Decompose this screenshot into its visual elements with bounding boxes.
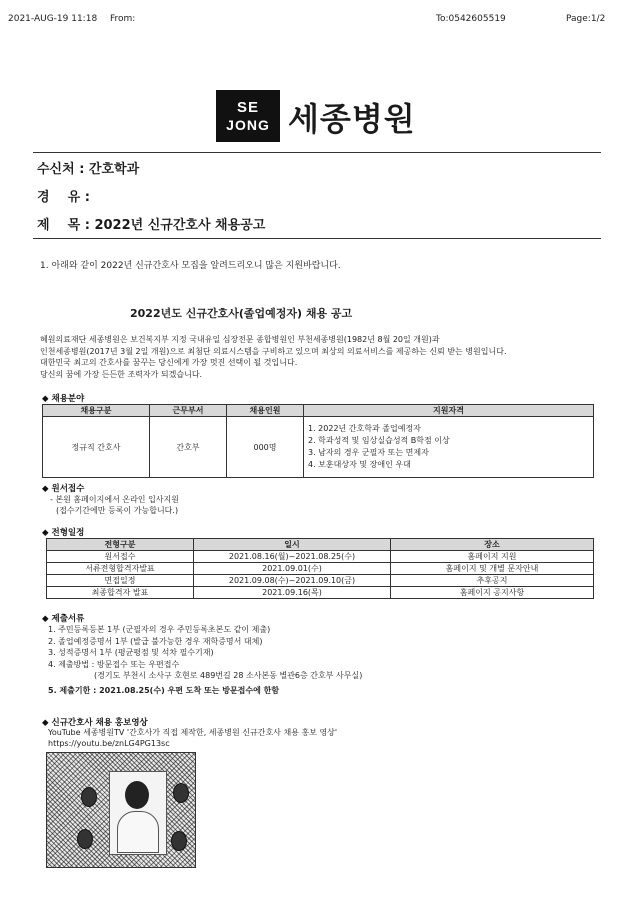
table-cell: 2021.09.01(수) bbox=[194, 563, 391, 575]
memo-via: 경 유 : bbox=[37, 190, 90, 205]
recruit-type: 정규직 간호사 bbox=[43, 417, 150, 478]
video-info bbox=[48, 727, 337, 749]
table-cell: 홈페이지 지원 bbox=[391, 551, 594, 563]
document-deadline: 5. 제출기한 : 2021.08.25(수) 우편 도착 또는 방문접수에 한함 bbox=[48, 685, 280, 695]
table-row bbox=[47, 563, 594, 575]
documents-list bbox=[48, 624, 362, 696]
table-header: 일시 bbox=[194, 539, 391, 551]
bulb-icon bbox=[171, 831, 187, 851]
document-address: (경기도 부천시 소사구 호현로 489번길 28 소사본동 별관6층 간호부 사무실) bbox=[94, 671, 363, 680]
application-line: - 본원 홈페이지에서 온라인 입사지원 bbox=[50, 495, 179, 504]
bulb-icon bbox=[81, 787, 97, 807]
fax-from: From: bbox=[110, 14, 136, 24]
table-row bbox=[47, 551, 594, 563]
table-cell: 홈페이지 및 개별 문자안내 bbox=[391, 563, 594, 575]
table-cell: 추후공지 bbox=[391, 575, 594, 587]
document-item: 2. 졸업예정증명서 1부 (발급 불가능한 경우 재학증명서 대체) bbox=[48, 636, 263, 646]
intro-line: 당신의 꿈에 가장 든든한 조력자가 되겠습니다. bbox=[40, 369, 203, 379]
memo-recipient: 수신처 : 간호학과 bbox=[37, 162, 140, 177]
logo-mark-top: SE bbox=[236, 99, 259, 116]
table-cell: 서류전형합격자발표 bbox=[47, 563, 194, 575]
recruit-qualifications bbox=[304, 417, 594, 478]
qualification-item: 2. 학과성적 및 임상실습성적 B학점 이상 bbox=[308, 436, 450, 445]
table-cell: 2021.09.08(수)~2021.09.10(금) bbox=[194, 575, 391, 587]
document-item: 1. 주민등록등본 1부 (군필자의 경우 주민등록초본도 같이 제출) bbox=[48, 625, 271, 634]
table-cell: 최종합격자 발표 bbox=[47, 587, 194, 599]
notice-intro bbox=[40, 334, 507, 380]
video-description: YouTube 세종병원TV '간호사가 직접 제작한, 세종병원 신규간호사 채용 홍보 영상' bbox=[48, 728, 338, 737]
table-cell: 홈페이지 공지사항 bbox=[391, 587, 594, 599]
bulb-icon bbox=[77, 829, 93, 849]
table-header: 지원자격 bbox=[304, 405, 594, 417]
table-cell: 원서접수 bbox=[47, 551, 194, 563]
memo-line-1: 1. 아래와 같이 2022년 신규간호사 모집을 알려드리오니 많은 지원바랍니다. bbox=[40, 261, 341, 271]
table-header: 전형구분 bbox=[47, 539, 194, 551]
table-cell: 면접일정 bbox=[47, 575, 194, 587]
intro-line: 대한민국 최고의 간호사를 꿈꾸는 당신에게 가장 멋진 선택이 될 것입니다. bbox=[40, 358, 298, 367]
qualification-item: 4. 보훈대상자 및 장애인 우대 bbox=[308, 460, 411, 469]
table-header: 채용인원 bbox=[227, 405, 304, 417]
document-item: 4. 제출방법 : 방문접수 또는 우편접수 bbox=[48, 659, 180, 669]
intro-line: 인천세종병원(2017년 3월 2일 개원)으로 최첨단 의료시스템을 구비하고 있으며 최상의 의료서비스를 제공하는 신뢰 받는 병원입니다. bbox=[40, 346, 507, 356]
video-heading: ◆ 신규간호사 채용 홍보영상 bbox=[42, 718, 148, 728]
nurse-figure bbox=[117, 811, 159, 853]
table-cell: 2021.08.16(월)~2021.08.25(수) bbox=[194, 551, 391, 563]
application-heading: ◆ 원서접수 bbox=[42, 484, 85, 494]
table-row bbox=[47, 575, 594, 587]
schedule-table bbox=[46, 538, 594, 599]
qualification-item: 3. 남자의 경우 군필자 또는 면제자 bbox=[308, 448, 429, 457]
fax-datetime: 2021-AUG-19 11:18 bbox=[8, 14, 98, 24]
recruit-dept: 간호부 bbox=[150, 417, 227, 478]
schedule-heading: ◆ 전형일정 bbox=[42, 528, 85, 538]
recruit-field-table bbox=[42, 404, 594, 478]
recruit-count: 000명 bbox=[227, 417, 304, 478]
table-header: 채용구분 bbox=[43, 405, 150, 417]
notice-title: 2022년도 신규간호사(졸업예정자) 채용 공고 bbox=[130, 307, 353, 320]
header-divider bbox=[33, 152, 601, 153]
sejong-logo-mark bbox=[216, 90, 280, 142]
table-header: 근무부서 bbox=[150, 405, 227, 417]
intro-line: 혜원의료재단 세종병원은 보건복지부 지정 국내유일 심장전문 종합병원인 부천세종병원(1982년 8월 20일 개원)과 bbox=[40, 335, 440, 344]
document-item: 3. 성적증명서 1부 (평균평점 및 석차 필수기재) bbox=[48, 648, 214, 657]
video-thumbnail-image[interactable] bbox=[46, 752, 196, 868]
fax-to: To:0542605519 bbox=[436, 14, 506, 24]
qualification-item: 1. 2022년 간호학과 졸업예정자 bbox=[308, 424, 421, 433]
fax-page: Page:1/2 bbox=[566, 14, 606, 24]
nurse-head bbox=[125, 781, 149, 809]
recruit-field-heading: ◆ 채용분야 bbox=[42, 394, 85, 404]
logo-mark-bottom: JONG bbox=[226, 117, 270, 133]
application-lines bbox=[50, 494, 179, 516]
memo-subject: 제 목 : 2022년 신규간호사 채용공고 bbox=[37, 218, 266, 233]
documents-heading: ◆ 제출서류 bbox=[42, 614, 85, 624]
bulb-icon bbox=[173, 783, 189, 803]
video-url[interactable]: https://youtu.be/znLG4PG13sc bbox=[48, 739, 170, 748]
application-note: (접수기간에만 등록이 가능합니다.) bbox=[56, 506, 179, 515]
subject-divider bbox=[33, 238, 601, 239]
table-row bbox=[47, 587, 594, 599]
table-header: 장소 bbox=[391, 539, 594, 551]
hospital-logo-text: 세종병원 bbox=[288, 100, 416, 138]
table-cell: 2021.09.16(목) bbox=[194, 587, 391, 599]
